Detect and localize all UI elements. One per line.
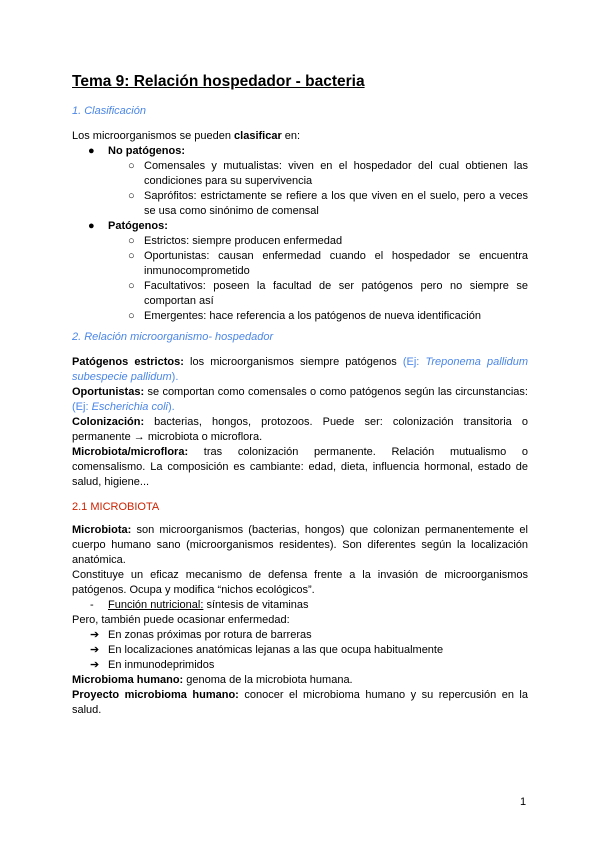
classification-list [72,144,528,324]
sublist [108,234,528,324]
paragraph-proyecto-microbioma: Proyecto microbioma humano: conocer el microbioma humano y su repercusión en la salud. [72,689,528,716]
paragraph-oportunistas: Oportunistas: se comportan como comensales o como patógenos según las circunstancias: (Ej: Escherichia coli). [72,386,528,413]
circle-bullet-icon: ○ [128,160,135,172]
list-item: ○ Estrictos: siempre producen enfermedad [128,235,343,247]
page-content [72,72,528,718]
circle-bullet-icon: ○ [128,235,135,247]
page-title: Tema 9: Relación hospedador - bacteria [72,73,365,90]
disease-list [72,628,528,673]
list-item-patogenos: ● Patógenos: ○ Estrictos: siempre producen enfermedad ○ Oportunistas: causan enfermedad cuando el hospedador se encuentra inmunocomprometido ○ Facultativos: poseen la facultad de ser patógenos pero no siempre se comportan así ○ Emergentes: hace referencia a los patógenos de nueva identificación [72,219,528,324]
section-1-heading: 1. Clasificación [72,105,146,117]
paragraph-defensa: Constituye un eficaz mecanismo de defensa frente a la invasión de microorganismos patógenos. Ocupa y modifica “nichos ecológicos”. [72,569,528,596]
paragraph-microbiota-microflora: Microbiota/microflora: tras colonización permanente. Relación mutualismo o comensalismo. La composición es cambiante: edad, dieta, influencia hormonal, estado de salud, higiene... [72,446,528,488]
arrow-right-icon: ➔ [90,659,100,671]
section-2-heading: 2. Relación microorganismo- hospedador [72,331,274,343]
dash-bullet-icon: - [90,599,94,611]
bullet-icon: ● [88,220,95,232]
bullet-icon: ● [88,145,95,157]
paragraph-microbiota: Microbiota: son microorganismos (bacterias, hongos) que colonizan permanentemente el cuerpo humano sano (microorganismos residentes). Son diferentes según la localización anatómica. [72,524,528,566]
list-item: - Función nutricional: síntesis de vitaminas [90,599,309,611]
list-item: ○ Oportunistas: causan enfermedad cuando el hospedador se encuentra inmunocomprometido [128,250,528,277]
arrow-right-icon: ➔ [90,629,100,641]
page-number: 1 [520,796,527,808]
arrow-right-icon: ➔ [90,644,100,656]
list-item: ○ Emergentes: hace referencia a los patógenos de nueva identificación [128,310,481,322]
circle-bullet-icon: ○ [128,280,135,292]
circle-bullet-icon: ○ [128,250,135,262]
list-item: ○ Comensales y mutualistas: viven en el hospedador del cual obtienen las condiciones para su supervivencia [128,160,528,187]
list-item: ○ Saprófitos: estrictamente se refiere a los que viven en el suelo, pero a veces se usa como sinónimo de comensal [128,190,528,217]
list-item: ➔ En localizaciones anatómicas lejanas a las que ocupa habitualmente [90,644,444,656]
list-item: ➔ En inmunodeprimidos [90,659,215,671]
list-item: ○ Facultativos: poseen la facultad de ser patógenos pero no siempre se comportan así [128,280,528,307]
list-item: ➔ En zonas próximas por rotura de barreras [90,629,312,641]
paragraph-colonizacion: Colonización: bacterias, hongos, protozoos. Puede ser: colonización transitoria o permanente → microbiota o microflora. [72,416,528,443]
function-list [72,598,528,613]
paragraph-enfermedad: Pero, también puede ocasionar enfermedad: [72,614,290,626]
sublist [108,159,528,219]
classification-intro: Los microorganismos se pueden clasificar en: [72,130,301,142]
list-item-no-patogenos: ● No patógenos: ○ Comensales y mutualistas: viven en el hospedador del cual obtienen las condiciones para su supervivencia ○ Saprófitos: estrictamente se refiere a los que viven en el suelo, pero a veces se usa como sinónimo de comensal [72,144,528,219]
circle-bullet-icon: ○ [128,190,135,202]
circle-bullet-icon: ○ [128,310,135,322]
paragraph-patogenos-estrictos: Patógenos estrictos: los microorganismos siempre patógenos (Ej: Treponema pallidum subespecie pallidum). [72,356,528,383]
paragraph-microbioma: Microbioma humano: genoma de la microbiota humana. [72,674,353,686]
section-2-1-heading: 2.1 MICROBIOTA [72,501,160,513]
